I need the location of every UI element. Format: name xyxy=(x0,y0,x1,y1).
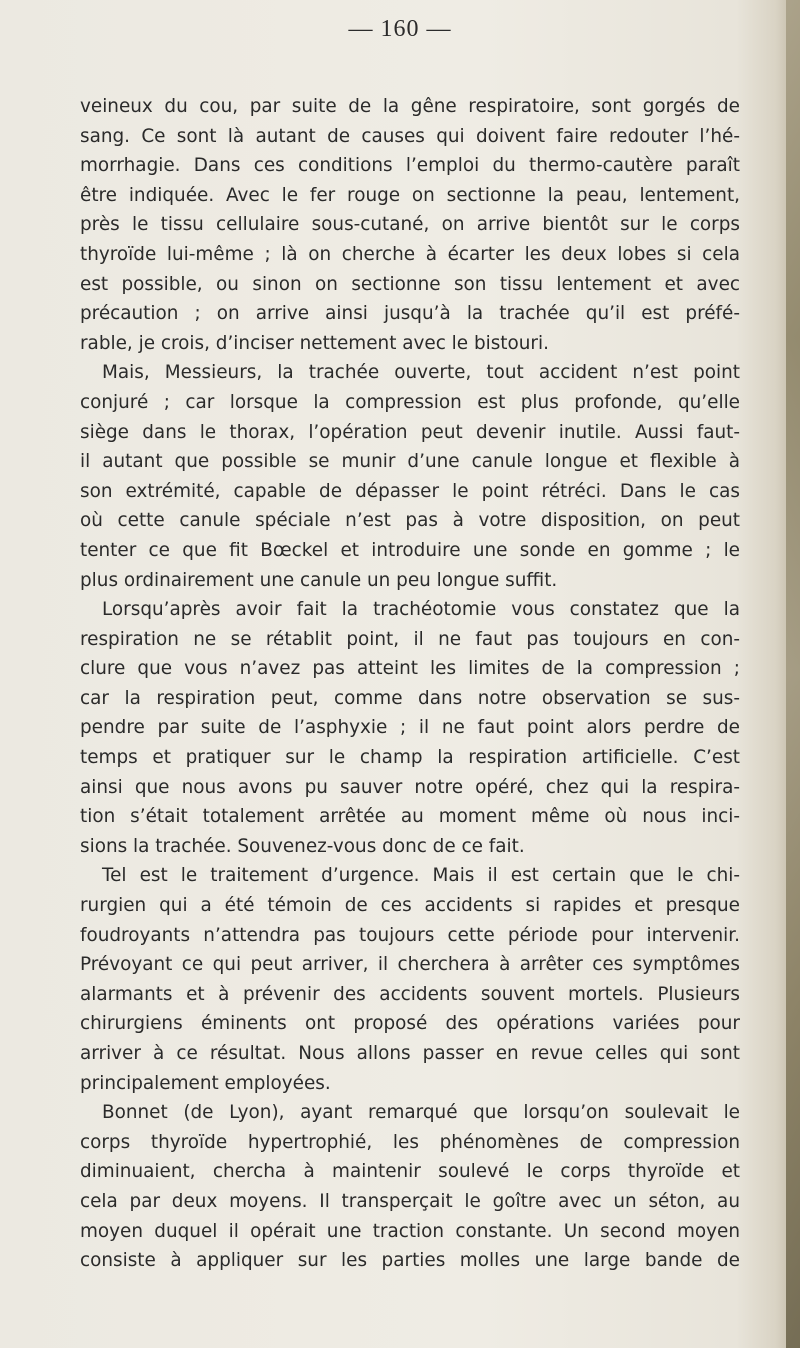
page-number: — 160 — xyxy=(348,16,452,42)
text-line: tenter ce que fit Bœckel et introduire une sonde en gomme ; le xyxy=(80,539,740,561)
text-line: alarmants et à prévenir des accidents souvent mortels. Plusieurs xyxy=(80,983,740,1005)
text-line: rurgien qui a été témoin de ces accidents si rapides et presque xyxy=(80,895,740,917)
text-line: être indiquée. Avec le fer rouge on sectionne la peau, lentement, xyxy=(80,184,740,206)
text-line: précaution ; on arrive ainsi jusqu’à la trachée qu’il est préfé- xyxy=(80,303,740,325)
text-line: veineux du cou, par suite de la gêne respiratoire, sont gorgés de xyxy=(80,96,740,117)
text-line: principalement employées. xyxy=(80,1072,331,1094)
text-line: Bonnet (de Lyon), ayant remarqué que lorsqu’on soulevait le xyxy=(102,1102,740,1124)
text-line: thyroïde lui-même ; là on cherche à écarter les deux lobes si cela xyxy=(80,243,740,265)
text-line: pendre par suite de l’asphyxie ; il ne faut point alors perdre de xyxy=(80,717,740,739)
text-line: Tel est le traitement d’urgence. Mais il est certain que le chi- xyxy=(102,865,740,887)
text-line: près le tissu cellulaire sous-cutané, on arrive bientôt sur le corps xyxy=(80,214,740,236)
text-line: diminuaient, chercha à maintenir soulevé le corps thyroïde et xyxy=(80,1161,740,1183)
text-line: Prévoyant ce qui peut arriver, il cherchera à arrêter ces symptômes xyxy=(80,954,740,976)
text-line: conjuré ; car lorsque la compression est plus profonde, qu’elle xyxy=(80,391,740,413)
text-line: corps thyroïde hypertrophié, les phénomènes de compression xyxy=(80,1131,740,1153)
text-line: clure que vous n’avez pas atteint les limites de la compression ; xyxy=(80,658,740,680)
page-edge-shadow xyxy=(786,0,800,1348)
text-line: est possible, ou sinon on sectionne son tissu lentement et avec xyxy=(80,273,740,295)
text-line: Mais, Messieurs, la trachée ouverte, tout accident n’est point xyxy=(102,362,740,384)
text-line: morrhagie. Dans ces conditions l’emploi du thermo-cautère paraît xyxy=(80,155,740,177)
text-line: temps et pratiquer sur le champ la respiration artificielle. C’est xyxy=(80,747,740,769)
text-line: arriver à ce résultat. Nous allons passer en revue celles qui sont xyxy=(80,1043,740,1064)
text-line: moyen duquel il opérait une traction constante. Un second moyen xyxy=(80,1220,740,1242)
text-line: respiration ne se rétablit point, il ne faut pas toujours en con- xyxy=(80,628,740,650)
text-line: où cette canule spéciale n’est pas à votre disposition, on peut xyxy=(80,510,740,532)
text-line: sang. Ce sont là autant de causes qui doivent faire redouter l’hé- xyxy=(80,125,740,147)
text-line: plus ordinairement une canule un peu longue suffit. xyxy=(80,569,558,591)
text-line: siège dans le thorax, l’opération peut devenir inutile. Aussi faut- xyxy=(80,421,740,443)
text-line: chirurgiens éminents ont proposé des opérations variées pour xyxy=(80,1013,740,1035)
text-line: Lorsqu’après avoir fait la trachéotomie vous constatez que la xyxy=(102,599,740,621)
body-text xyxy=(80,92,740,1276)
text-line: sions la trachée. Souvenez-vous donc de ce fait. xyxy=(80,835,525,857)
text-line: cela par deux moyens. Il transperçait le goître avec un séton, au xyxy=(80,1190,740,1212)
text-line: tion s’était totalement arrêtée au moment même où nous inci- xyxy=(80,806,740,828)
text-line: car la respiration peut, comme dans notre observation se sus- xyxy=(80,687,740,709)
text-line: foudroyants n’attendra pas toujours cette période pour intervenir. xyxy=(80,924,740,946)
text-line: son extrémité, capable de dépasser le point rétréci. Dans le cas xyxy=(80,480,740,502)
text-line: consiste à appliquer sur les parties molles une large bande de xyxy=(80,1250,740,1272)
text-line: ainsi que nous avons pu sauver notre opéré, chez qui la respira- xyxy=(80,776,740,798)
text-line: il autant que possible se munir d’une canule longue et flexible à xyxy=(80,451,740,473)
text-line: rable, je crois, d’inciser nettement avec le bistouri. xyxy=(80,332,549,354)
